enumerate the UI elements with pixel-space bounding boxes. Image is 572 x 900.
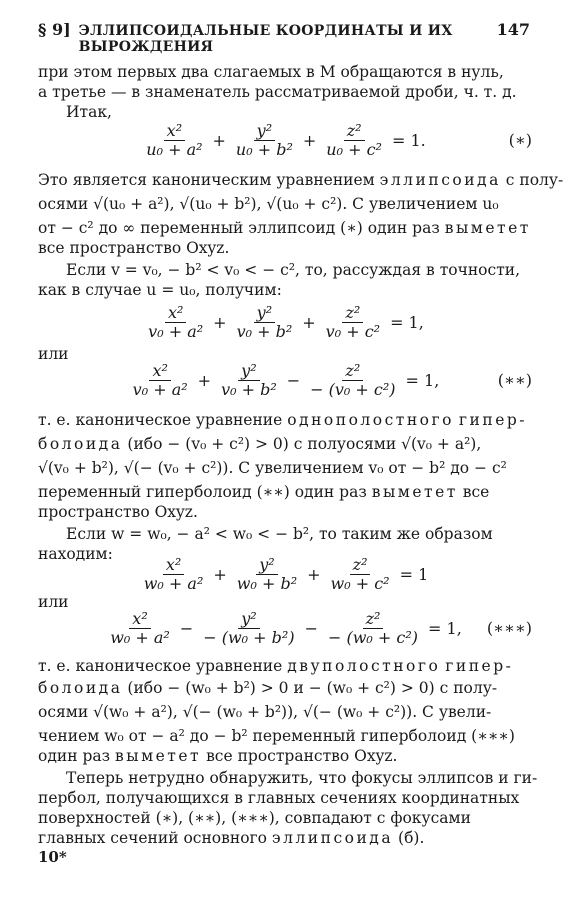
equation-tag: (∗∗∗) [486,618,532,638]
text-line: болоида (ибо − (v₀ + c²) > 0) с полуосями √(v₀ + a²), [38,435,482,453]
equation-tag: (∗∗) [497,370,532,390]
text-line: Если v = v₀, − b² < v₀ < − c², то, рассуждая в точности, [66,261,521,279]
text-line: болоида (ибо − (w₀ + b²) > 0 и − (w₀ + c²) > 0) с полу- [38,679,498,697]
text-line: Итак, [66,103,112,121]
text-line: главных сечений основного эллипсоида (б). [38,829,425,847]
text-line: как в случае u = u₀, получим: [38,281,282,299]
text-line: или [38,345,69,363]
text-line: Если w = w₀, − a² < w₀ < − b², то таким же образом [66,525,493,543]
text-line: т. е. каноническое уравнение однополостного гипер- [38,411,528,429]
equation-one-sheet: $\frac{\text{x²}}{\text{v₀ + a²}}$ + $\frac{\text{y²}}{\text{v₀ + b²}}$ − $\frac{\text{z²}}{\text{− (v₀ + c²)}}$ = 1, (∗∗) [132,360,532,399]
text-line: осями √(w₀ + a²), √(− (w₀ + b²)), √(− (w₀ + c²)). С увели- [38,703,492,721]
equation-ellipsoid: $\frac{\text{x²}}{\text{u₀ + a²}}$ + $\frac{\text{y²}}{\text{u₀ + b²}}$ + $\frac{\text{z²}}{\text{u₀ + c²}}$ = 1. (∗) [146,120,532,159]
running-title: ЭЛЛИПСОИДАЛЬНЫЕ КООРДИНАТЫ И ИХ ВЫРОЖДЕНИЯ [78,23,453,55]
page-number: 147 [496,20,530,39]
text-line: или [38,593,69,611]
equation-w: $\frac{\text{x²}}{\text{w₀ + a²}}$ + $\frac{\text{y²}}{\text{w₀ + b²}}$ + $\frac{\text{z²}}{\text{w₀ + c²}}$ = 1 [143,554,429,593]
text-line: пербол, получающихся в главных сечениях координатных [38,789,520,807]
text-line: чением w₀ от − a² до − b² переменный гиперболоид (∗∗∗) [38,727,515,745]
running-header [38,20,530,55]
text-line: от − c² до ∞ переменный эллипсоид (∗) один раз выметет [38,219,531,237]
text-line: а третье — в знаменатель рассматриваемой дроби, ч. т. д. [38,83,517,101]
text-line: т. е. каноническое уравнение двуполостного гипер- [38,657,514,675]
text-line: Теперь нетрудно обнаружить, что фокусы эллипсов и ги- [66,769,538,787]
text-line: все пространство Oxyz. [38,239,230,257]
text-line: переменный гиперболоид (∗∗) один раз выметет все [38,483,490,501]
equation-two-sheet: $\frac{\text{x²}}{\text{w₀ + a²}}$ − $\frac{\text{y²}}{\text{− (w₀ + b²)}}$ − $\frac{\text{z²}}{\text{− (w₀ + c²)}}$ = 1, (∗∗∗) [110,608,532,647]
text-line: поверхностей (∗), (∗∗), (∗∗∗), совпадают с фокусами [38,809,471,827]
text-line: осями √(u₀ + a²), √(u₀ + b²), √(u₀ + c²). С увеличением u₀ [38,195,499,213]
text-line: находим: [38,545,113,563]
text-line: пространство Oxyz. [38,503,198,521]
section-number: § 9] [38,20,71,39]
text-line: один раз выметет все пространство Oxyz. [38,747,398,765]
text-line: √(v₀ + b²), √(− (v₀ + c²)). С увеличением v₀ от − b² до − c² [38,459,507,477]
equation-v: $\frac{\text{x²}}{\text{v₀ + a²}}$ + $\frac{\text{y²}}{\text{v₀ + b²}}$ + $\frac{\text{z²}}{\text{v₀ + c²}}$ = 1, [148,302,424,341]
text-line: Это является каноническим уравнением эллипсоида с полу- [38,171,564,189]
equation-tag: (∗) [508,130,532,150]
signature-mark: 10* [38,848,67,866]
text-line: при этом первых два слагаемых в M обращаются в нуль, [38,63,504,81]
